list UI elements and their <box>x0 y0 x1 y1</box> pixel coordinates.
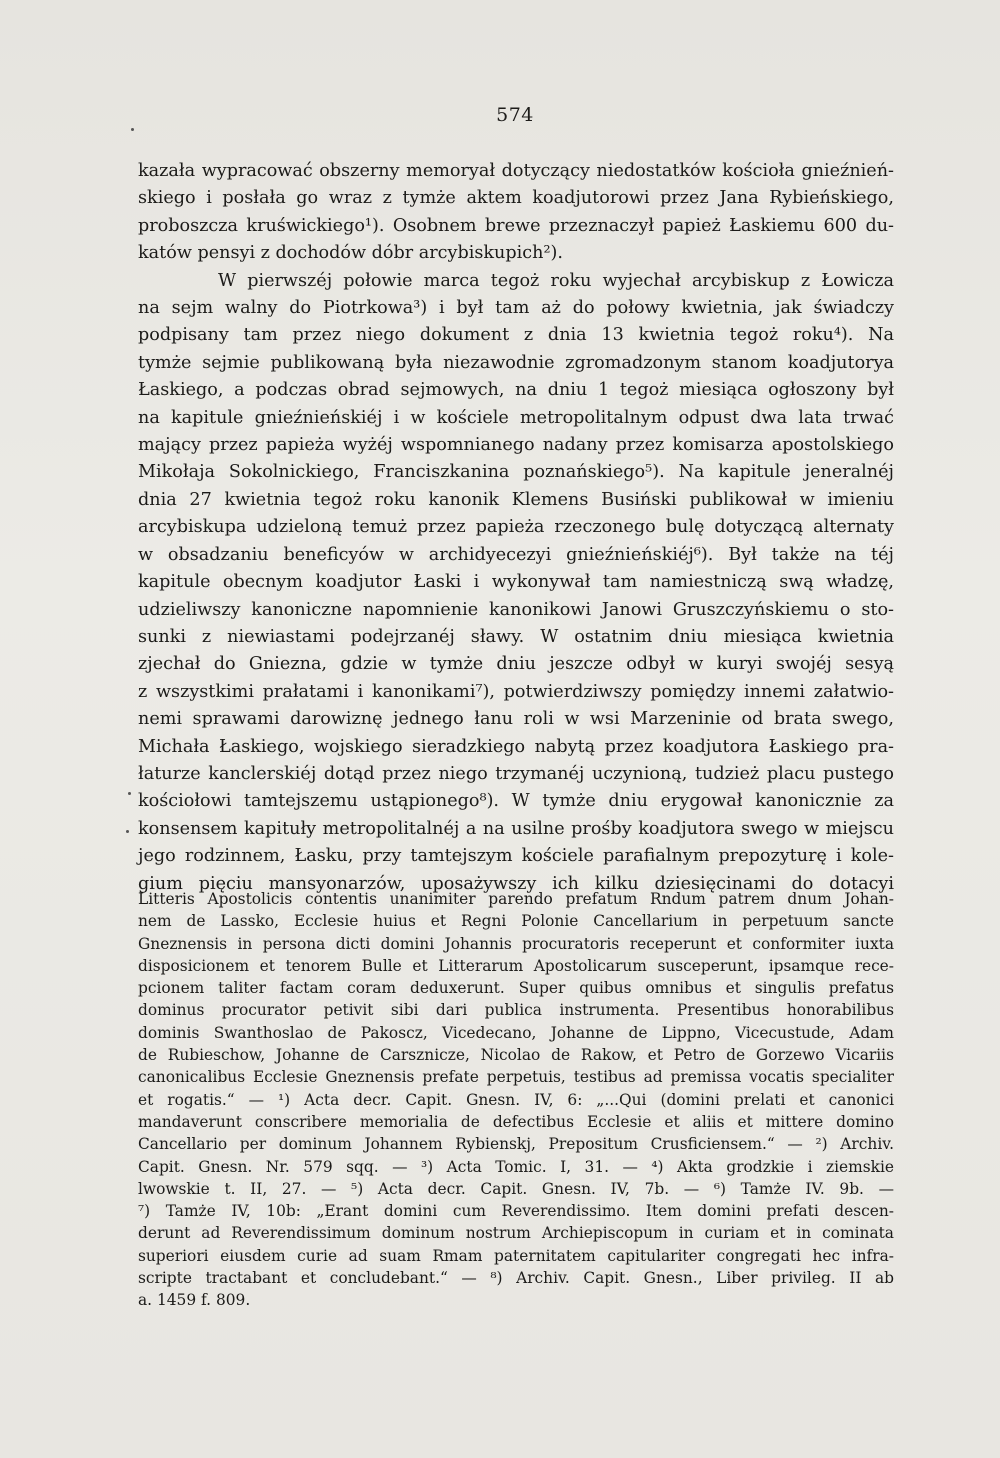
text-line: tymże sejmie publikowaną była niezawodnie zgromadzonym stanom koadjutorya <box>138 352 894 373</box>
footnote-line: Capit. Gnesn. Nr. 579 sqq. — ³) Acta Tomic. I, 31. — ⁴) Akta grodzkie i ziemskie <box>138 1157 894 1176</box>
text-line: konsensem kapituły metropolitalnéj a na usilne prośby koadjutora swego w miejscu <box>138 818 894 839</box>
text-line: arcybiskupa udzieloną temuż przez papieża rzeczonego bulę dotyczącą alternaty <box>138 517 894 538</box>
footnote-line: lwowskie t. II, 27. — ⁵) Acta decr. Capit. Gnesn. IV, 7b. — ⁶) Tamże IV. 9b. — <box>138 1179 894 1198</box>
text-line: udzieliwszy kanoniczne napomnienie kanonikowi Janowi Gruszczyńskiemu o sto- <box>138 599 894 620</box>
text-line: łaturze kanclerskiéj dotąd przez niego trzymanéj uczynioną, tudzież placu pustego <box>138 763 894 784</box>
text-line: kapitule obecnym koadjutor Łaski i wykonywał tam namiestniczą swą władzę, <box>138 572 894 593</box>
footnote-line: disposicionem et tenorem Bulle et Litterarum Apostolicarum susceperunt, ipsamque rece- <box>138 956 894 975</box>
footnote-line: a. 1459 f. 809. <box>138 1291 251 1310</box>
footnote-line: et rogatis.“ — ¹) Acta decr. Capit. Gnesn. IV, 6: „...Qui (domini prelati et canonici <box>138 1090 894 1109</box>
text-line: katów pensyi z dochodów dóbr arcybiskupich²). <box>138 243 563 264</box>
text-line: jego rodzinnem, Łasku, przy tamtejszym kościele parafialnym prepozyturę i kole- <box>138 846 894 867</box>
text-line: nemi sprawami darowiznę jednego łanu roli w wsi Marzeninie od brata swego, <box>138 709 894 730</box>
footnote-line: superiori eiusdem curie ad suam Rmam paternitatem capitulariter congregati hec infra- <box>138 1246 894 1265</box>
paper-speck <box>126 830 129 833</box>
text-line: skiego i posłała go wraz z tymże aktem koadjutorowi przez Jana Rybieńskiego, <box>138 188 894 209</box>
footnote-line: mandaverunt conscribere memorialia de defectibus Ecclesie et aliis et mittere domino <box>138 1112 894 1131</box>
footnotes <box>138 888 894 1312</box>
footnote-line: canonicalibus Ecclesie Gneznensis prefate perpetuis, testibus ad premissa vocatis specialiter <box>138 1068 894 1087</box>
footnote-line: ⁷) Tamże IV, 10b: „Erant domini cum Reverendissimo. Item domini prefati descen- <box>138 1202 894 1221</box>
footnote-line: pcionem taliter factam coram deduxerunt. Super quibus omnibus et singulis prefatus <box>138 979 894 998</box>
text-line: Łaskiego, a podczas obrad sejmowych, na dniu 1 tegoż miesiąca ogłoszony był <box>138 380 894 401</box>
text-line: gium pięciu mansyonarzów, uposażywszy ich kilku dziesięcinami do dotacyi <box>138 873 894 894</box>
footnote-line: dominus procurator petivit sibi dari publica instrumenta. Presentibus honorabilibus <box>138 1001 894 1020</box>
text-line: Mikołaja Sokolnickiego, Franciszkanina poznańskiego⁵). Na kapitule jeneralnéj <box>138 462 894 483</box>
footnote-line: Gneznensis in persona dicti domini Johannis procuratoris receperunt et conformiter iuxta <box>138 934 894 953</box>
text-line: na kapitule gnieźnieńskiéj i w kościele metropolitalnym odpust dwa lata trwać <box>138 407 894 428</box>
footnote-line: derunt ad Reverendissimum dominum nostrum Archiepiscopum in curiam et in cominata <box>138 1224 894 1243</box>
paper-speck <box>131 128 134 131</box>
text-line: proboszcza kruświckiego¹). Osobnem brewe przeznaczył papież Łaskiemu 600 du- <box>138 215 894 236</box>
footnote-line: dominis Swanthoslao de Pakoscz, Vicedecano, Johanne de Lippno, Vicecustude, Adam <box>138 1023 894 1042</box>
text-line: kościołowi tamtejszemu ustąpionego⁸). W tymże dniu erygował kanonicznie za <box>138 791 894 812</box>
footnote-line: de Rubieschow, Johanne de Carsznicze, Nicolao de Rakow, et Petro de Gorzewo Vicariis <box>138 1046 894 1065</box>
footnote-line: nem de Lassko, Ecclesie huius et Regni Polonie Cancellarium in perpetuum sancte <box>138 912 894 931</box>
text-line: w obsadzaniu beneficyów w archidyecezyi gnieźnieńskiéj⁶). Był także na téj <box>138 544 894 565</box>
text-line: W pierwszéj połowie marca tegoż roku wyjechał arcybiskup z Łowicza <box>218 270 894 291</box>
text-line: z wszystkimi prałatami i kanonikami⁷), potwierdziwszy pomiędzy innemi załatwio- <box>138 681 894 702</box>
text-line: sunki z niewiastami podejrzanéj sławy. W ostatnim dniu miesiąca kwietnia <box>138 626 894 647</box>
footnote-line: scripte tractabant et concludebant.“ — ⁸) Archiv. Capit. Gnesn., Liber privileg. II ab <box>138 1269 894 1288</box>
page-number: 574 <box>496 104 534 126</box>
main-text <box>138 158 894 898</box>
footnote-line: Cancellario per dominum Johannem Rybienskj, Prepositum Crusficiensem.“ — ²) Archiv. <box>138 1135 894 1154</box>
text-line: mający przez papieża wyżéj wspomnianego nadany przez komisarza apostolskiego <box>138 435 894 456</box>
text-line: dnia 27 kwietnia tegoż roku kanonik Klemens Busiński publikował w imieniu <box>138 489 894 510</box>
text-line: na sejm walny do Piotrkowa³) i był tam aż do połowy kwietnia, jak świadczy <box>138 298 894 319</box>
text-line: zjechał do Gniezna, gdzie w tymże dniu jeszcze odbył w kuryi swojéj sesyą <box>138 654 894 675</box>
text-line: Michała Łaskiego, wojskiego sieradzkiego nabytą przez koadjutora Łaskiego pra- <box>138 736 894 757</box>
footnote-line: Litteris Apostolicis contentis unanimiter parendo prefatum Rndum patrem dnum Johan- <box>138 890 894 908</box>
text-line: kazała wypracować obszerny memoryał dotyczący niedostatków kościoła gnieźnień- <box>138 161 894 181</box>
paper-speck <box>128 792 131 795</box>
text-line: podpisany tam przez niego dokument z dnia 13 kwietnia tegoż roku⁴). Na <box>138 325 894 346</box>
